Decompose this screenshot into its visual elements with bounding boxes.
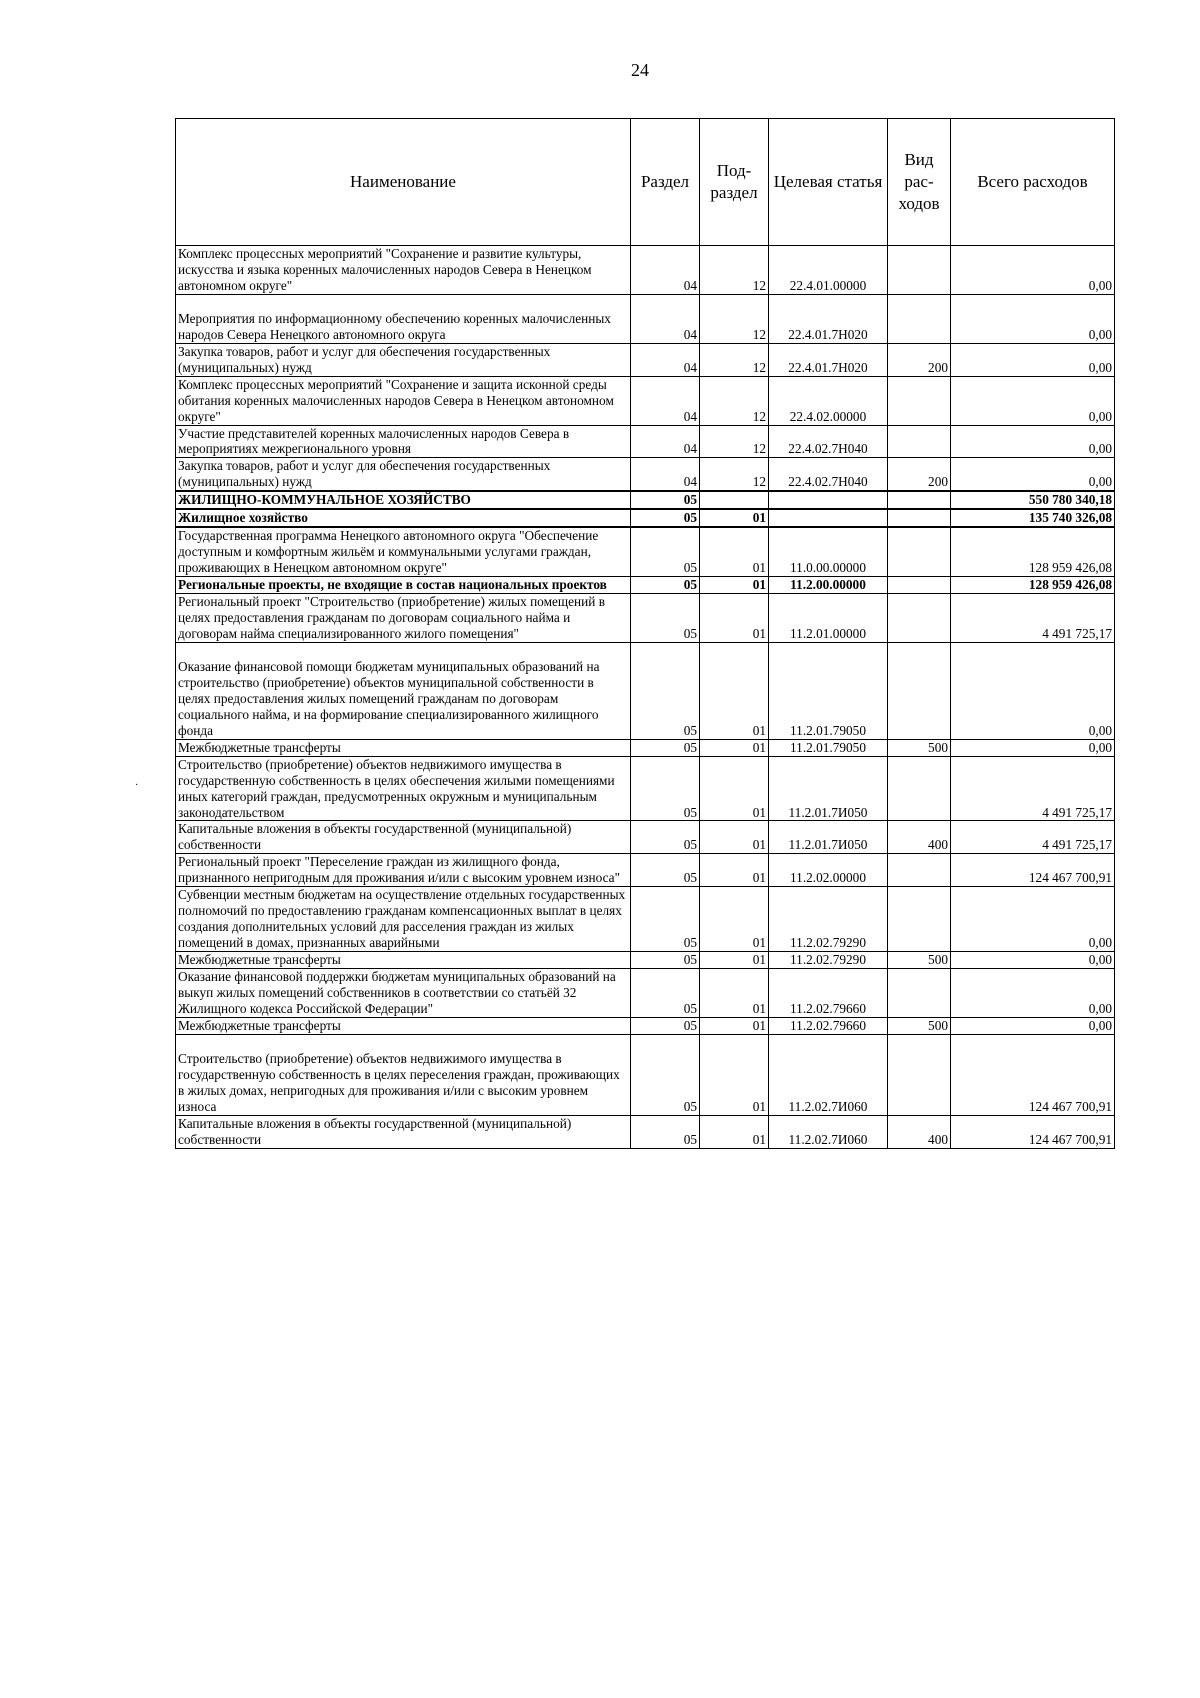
row-total: 0,00 — [951, 294, 1115, 343]
row-kind: 200 — [888, 458, 951, 491]
row-subsection: 01 — [700, 969, 769, 1018]
row-total: 0,00 — [951, 642, 1115, 739]
row-name-cell — [176, 642, 631, 739]
table-row — [176, 1034, 1115, 1115]
row-name: Закупка товаров, работ и услуг для обеспечения государственных (муниципальных) нужд — [176, 343, 631, 376]
row-kind — [888, 577, 951, 594]
row-subsection: 01 — [700, 854, 769, 887]
row-total: 124 467 700,91 — [951, 1034, 1115, 1115]
row-kind: 200 — [888, 343, 951, 376]
row-total: 550 780 340,18 — [951, 491, 1115, 509]
row-target: 22.4.02.7Н040 — [769, 425, 888, 458]
row-section: 05 — [631, 739, 700, 756]
row-total: 0,00 — [951, 458, 1115, 491]
row-subsection: 01 — [700, 887, 769, 952]
table-row — [176, 821, 1115, 854]
row-name: ЖИЛИЩНО-КОММУНАЛЬНОЕ ХОЗЯЙСТВО — [176, 491, 631, 509]
row-total: 0,00 — [951, 1017, 1115, 1034]
row-section: 05 — [631, 1017, 700, 1034]
table-row — [176, 642, 1115, 739]
row-name-cell — [176, 294, 631, 343]
row-section: 05 — [631, 854, 700, 887]
row-section: 05 — [631, 821, 700, 854]
page-number: 24 — [631, 60, 649, 80]
row-kind — [888, 594, 951, 643]
col-header-kind: Вид рас-ходов — [888, 119, 951, 246]
row-total: 4 491 725,17 — [951, 594, 1115, 643]
col-header-name: Наименование — [176, 119, 631, 246]
table-row — [176, 425, 1115, 458]
row-name-cell — [176, 1034, 631, 1115]
row-total: 0,00 — [951, 739, 1115, 756]
row-section: 04 — [631, 376, 700, 425]
row-total: 124 467 700,91 — [951, 1115, 1115, 1148]
row-target: 11.2.02.00000 — [769, 854, 888, 887]
row-subsection: 12 — [700, 458, 769, 491]
row-total: 124 467 700,91 — [951, 854, 1115, 887]
row-section: 04 — [631, 458, 700, 491]
row-subsection: 12 — [700, 376, 769, 425]
row-section: 05 — [631, 1115, 700, 1148]
row-section: 05 — [631, 1034, 700, 1115]
row-target — [769, 491, 888, 509]
row-target: 11.2.02.79290 — [769, 887, 888, 952]
row-target: 11.2.02.79660 — [769, 1017, 888, 1034]
row-kind — [888, 854, 951, 887]
row-section: 05 — [631, 527, 700, 576]
row-target: 11.2.00.00000 — [769, 577, 888, 594]
stray-dot: · — [135, 780, 139, 791]
row-name: Межбюджетные трансферты — [176, 739, 631, 756]
row-subsection: 01 — [700, 739, 769, 756]
row-subsection: 12 — [700, 343, 769, 376]
row-section: 05 — [631, 642, 700, 739]
row-name: Комплекс процессных мероприятий "Сохранение и развитие культуры, искусства и языка коренных малочисленных народов Севера в Ненецком автономном округе" — [176, 246, 631, 295]
row-name: Мероприятия по информационному обеспечению коренных малочисленных народов Севера Ненецкого автономного округа — [178, 310, 611, 342]
table-row — [176, 294, 1115, 343]
row-kind: 500 — [888, 1017, 951, 1034]
table-header-row — [176, 119, 1115, 246]
row-name: Межбюджетные трансферты — [176, 952, 631, 969]
row-name: Оказание финансовой помощи бюджетам муниципальных образований на строительство (приобретение) объектов муниципальной собственности в целях предоставления жилых помещений гражданам по договорам социального найма, и на формирование специализированного жилищного фонда — [178, 658, 600, 738]
table-row — [176, 887, 1115, 952]
table-row — [176, 1017, 1115, 1034]
row-total: 0,00 — [951, 343, 1115, 376]
table-row — [176, 969, 1115, 1018]
table-row — [176, 509, 1115, 527]
row-kind — [888, 756, 951, 821]
row-section: 05 — [631, 952, 700, 969]
row-kind — [888, 969, 951, 1018]
row-subsection: 01 — [700, 642, 769, 739]
row-target: 22.4.02.7Н040 — [769, 458, 888, 491]
row-section: 04 — [631, 343, 700, 376]
row-name: Комплекс процессных мероприятий "Сохранение и защита исконной среды обитания коренных малочисленных народов Севера в Ненецком автономном округе" — [176, 376, 631, 425]
table-row — [176, 739, 1115, 756]
row-kind — [888, 376, 951, 425]
row-kind — [888, 491, 951, 509]
row-section: 05 — [631, 577, 700, 594]
row-section: 05 — [631, 887, 700, 952]
row-section: 05 — [631, 509, 700, 527]
row-name: Оказание финансовой поддержки бюджетам муниципальных образований на выкуп жилых помещений собственников в соответствии со статьёй 32 Жилищного кодекса Российской Федерации" — [176, 969, 631, 1018]
row-name: Закупка товаров, работ и услуг для обеспечения государственных (муниципальных) нужд — [176, 458, 631, 491]
row-name: Капитальные вложения в объекты государственной (муниципальной) собственности — [176, 1115, 631, 1148]
row-subsection — [700, 491, 769, 509]
row-name: Региональный проект "Строительство (приобретение) жилых помещений в целях предоставления гражданам по договорам социального найма и договорам найма специализированного жилого помещения" — [176, 594, 631, 643]
row-subsection: 01 — [700, 1017, 769, 1034]
row-kind: 400 — [888, 1115, 951, 1148]
row-target: 11.2.02.7И060 — [769, 1115, 888, 1148]
row-name: Строительство (приобретение) объектов недвижимого имущества в государственную собственность в целях переселения граждан, проживающих в жилых домах, непригодных для проживания и/или с высоким уровнем износа — [178, 1050, 620, 1114]
row-target: 11.2.01.7И050 — [769, 756, 888, 821]
row-total: 128 959 426,08 — [951, 527, 1115, 576]
table-row — [176, 577, 1115, 594]
row-section: 05 — [631, 491, 700, 509]
table-row — [176, 952, 1115, 969]
row-kind: 500 — [888, 952, 951, 969]
col-header-subsection: Под-раздел — [700, 119, 769, 246]
row-total: 128 959 426,08 — [951, 577, 1115, 594]
row-kind — [888, 425, 951, 458]
row-section: 04 — [631, 294, 700, 343]
row-total: 0,00 — [951, 425, 1115, 458]
row-section: 05 — [631, 594, 700, 643]
row-total: 0,00 — [951, 952, 1115, 969]
table-row — [176, 343, 1115, 376]
row-target: 22.4.01.7Н020 — [769, 294, 888, 343]
row-name: Региональные проекты, не входящие в состав национальных проектов — [176, 577, 631, 594]
row-name: Капитальные вложения в объекты государственной (муниципальной) собственности — [176, 821, 631, 854]
row-subsection: 01 — [700, 1115, 769, 1148]
row-target: 11.2.02.79290 — [769, 952, 888, 969]
row-total: 4 491 725,17 — [951, 821, 1115, 854]
row-kind — [888, 1034, 951, 1115]
row-target: 11.0.00.00000 — [769, 527, 888, 576]
row-total: 135 740 326,08 — [951, 509, 1115, 527]
budget-table — [175, 118, 1115, 1149]
row-target: 11.2.01.79050 — [769, 642, 888, 739]
row-kind: 400 — [888, 821, 951, 854]
row-section: 05 — [631, 756, 700, 821]
row-section: 04 — [631, 246, 700, 295]
row-subsection: 01 — [700, 821, 769, 854]
col-header-section: Раздел — [631, 119, 700, 246]
row-kind — [888, 887, 951, 952]
row-name: Межбюджетные трансферты — [176, 1017, 631, 1034]
row-subsection: 12 — [700, 246, 769, 295]
table-row — [176, 458, 1115, 491]
row-name: Региональный проект "Переселение граждан из жилищного фонда, признанного непригодным для проживания и/или с высоким уровнем износа" — [176, 854, 631, 887]
row-kind — [888, 527, 951, 576]
row-subsection: 01 — [700, 509, 769, 527]
row-subsection: 12 — [700, 294, 769, 343]
row-target: 22.4.02.00000 — [769, 376, 888, 425]
row-name: Строительство (приобретение) объектов недвижимого имущества в государственную собственность в целях обеспечения жилыми помещениями иных категорий граждан, предусмотренных окружным и муниципальным законодательством — [176, 756, 631, 821]
table-row — [176, 246, 1115, 295]
table-row — [176, 1115, 1115, 1148]
row-target — [769, 509, 888, 527]
row-total: 0,00 — [951, 969, 1115, 1018]
row-kind: 500 — [888, 739, 951, 756]
row-name: Жилищное хозяйство — [176, 509, 631, 527]
table-row — [176, 491, 1115, 509]
row-subsection: 01 — [700, 1034, 769, 1115]
row-total: 0,00 — [951, 246, 1115, 295]
row-target: 11.2.02.79660 — [769, 969, 888, 1018]
row-total: 0,00 — [951, 376, 1115, 425]
row-section: 05 — [631, 969, 700, 1018]
row-kind — [888, 294, 951, 343]
row-subsection: 12 — [700, 425, 769, 458]
row-kind — [888, 642, 951, 739]
row-target: 11.2.01.7И050 — [769, 821, 888, 854]
row-subsection: 01 — [700, 577, 769, 594]
row-kind — [888, 246, 951, 295]
col-header-total: Всего расходов — [951, 119, 1115, 246]
row-section: 04 — [631, 425, 700, 458]
row-subsection: 01 — [700, 594, 769, 643]
table-row — [176, 527, 1115, 576]
row-total: 0,00 — [951, 887, 1115, 952]
row-subsection: 01 — [700, 527, 769, 576]
row-name: Государственная программа Ненецкого автономного округа "Обеспечение доступным и комфортным жильём и коммунальными услугами граждан, проживающих в Ненецком автономном округе" — [176, 527, 631, 576]
col-header-target: Целевая статья — [769, 119, 888, 246]
row-subsection: 01 — [700, 756, 769, 821]
row-total: 4 491 725,17 — [951, 756, 1115, 821]
row-kind — [888, 509, 951, 527]
row-name: Участие представителей коренных малочисленных народов Севера в мероприятиях межрегионального уровня — [176, 425, 631, 458]
table-row — [176, 756, 1115, 821]
row-target: 22.4.01.7Н020 — [769, 343, 888, 376]
row-subsection: 01 — [700, 952, 769, 969]
row-target: 11.2.01.00000 — [769, 594, 888, 643]
row-target: 22.4.01.00000 — [769, 246, 888, 295]
table-row — [176, 594, 1115, 643]
row-target: 11.2.02.7И060 — [769, 1034, 888, 1115]
row-target: 11.2.01.79050 — [769, 739, 888, 756]
row-name: Субвенции местным бюджетам на осуществление отдельных государственных полномочий по предоставлению гражданам компенсационных выплат в целях создания дополнительных условий для расселения граждан из жилых помещений в домах, признанных аварийными — [176, 887, 631, 952]
table-row — [176, 376, 1115, 425]
table-row — [176, 854, 1115, 887]
